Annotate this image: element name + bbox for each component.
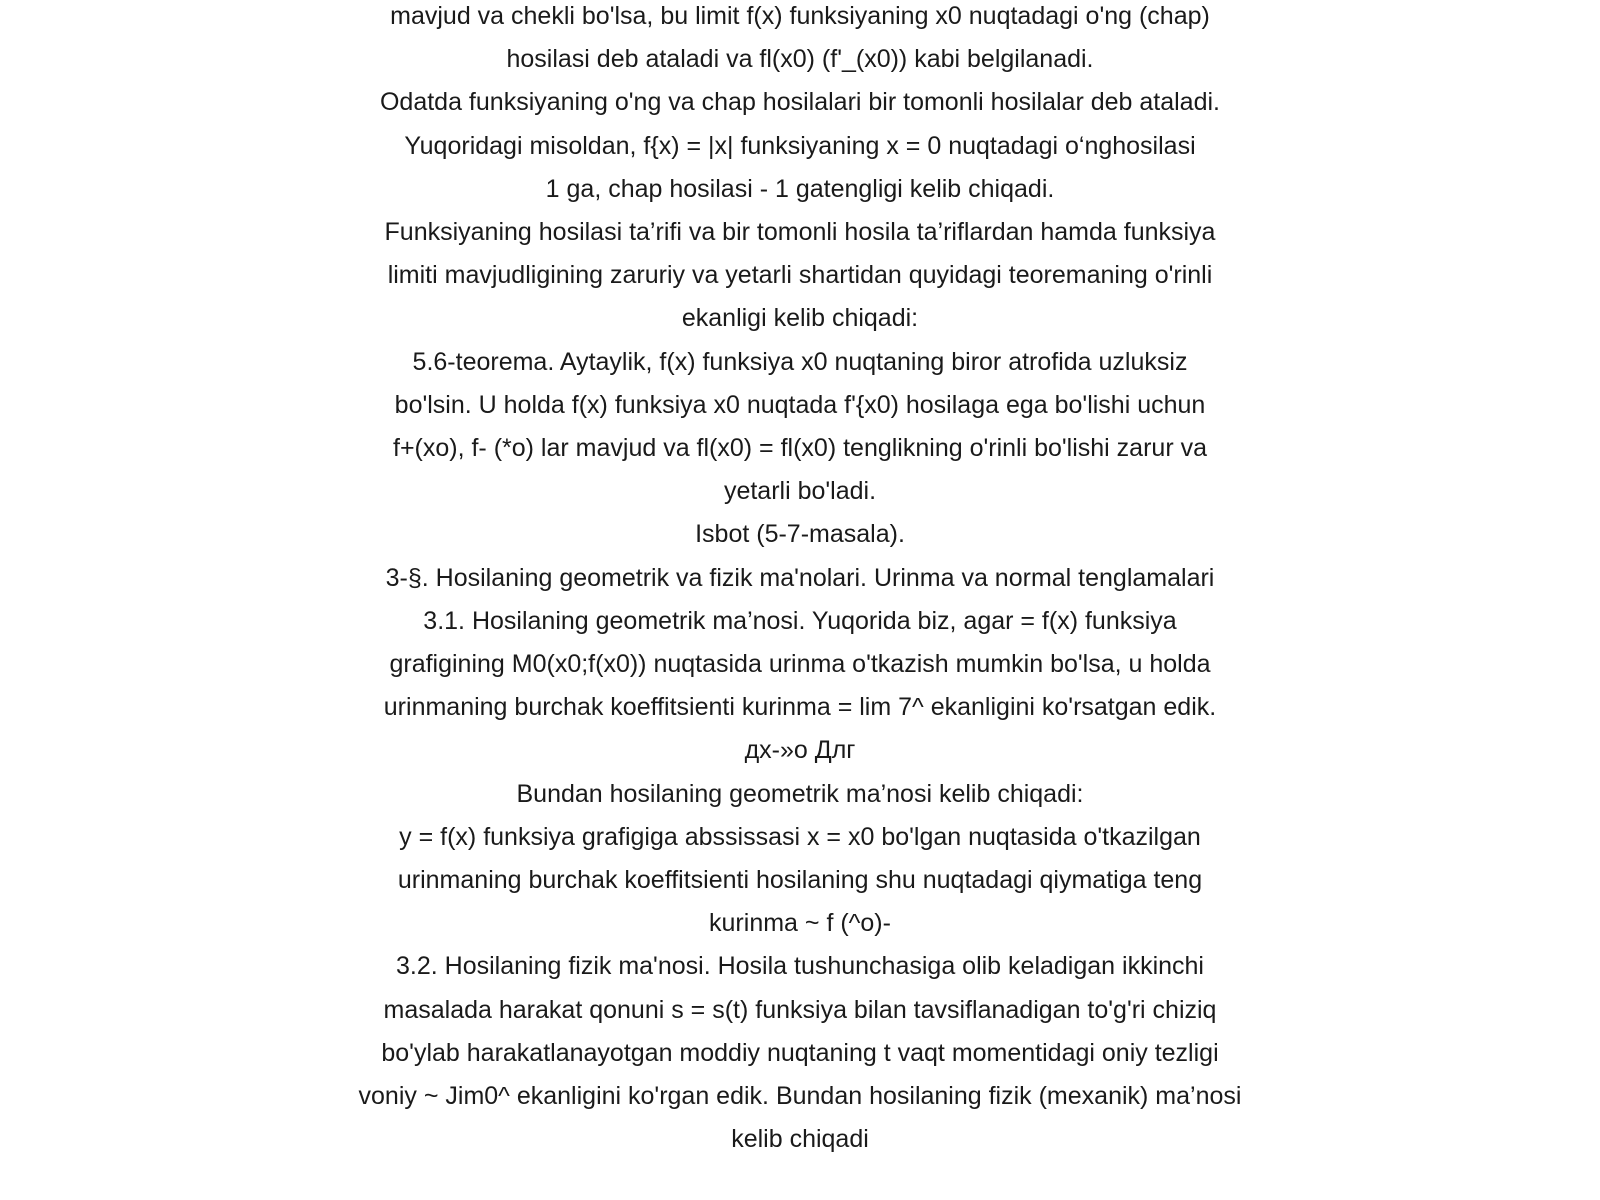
text-line: limiti mavjudligining zaruriy va yetarli shartidan quyidagi teoremaning o'rinli <box>387 261 1213 290</box>
text-line: yetarli bo'ladi. <box>723 477 877 506</box>
text-line: f+(xo), f- (*o) lar mavjud va fl(x0) = fl(x0) tenglikning o'rinli bo'lishi zarur va <box>393 434 1207 463</box>
subsection-line: 3.2. Hosilaning fizik ma'nosi. Hosila tushunchasiga olib keladigan ikkinchi <box>396 952 1204 981</box>
text-line: Yuqoridagi misoldan, f{x) = |x| funksiyaning x = 0 nuqtadagi o‘nghosilasi <box>404 131 1196 160</box>
text-line: grafigining M0(x0;f(x0)) nuqtasida urinma o'tkazish mumkin bo'lsa, u holda <box>389 650 1211 679</box>
text-line: bo'lsin. U holda f(x) funksiya x0 nuqtada f'{x0) hosilaga ega bo'lishi uchun <box>394 390 1206 419</box>
formula-fragment: дх-»о Длг <box>744 736 856 765</box>
text-line: kelib chiqadi <box>731 1125 869 1154</box>
proof-line: Isbot (5-7-masala). <box>695 520 905 549</box>
subsection-line: 3.1. Hosilaning geometrik ma’nosi. Yuqorida biz, agar = f(x) funksiya <box>423 606 1177 635</box>
document-text <box>300 0 1300 1161</box>
text-line: Bundan hosilaning geometrik ma’nosi kelib chiqadi: <box>516 779 1084 808</box>
text-line: Odatda funksiyaning o'ng va chap hosilalari bir tomonli hosilalar deb ataladi. <box>379 88 1220 117</box>
text-line: y = f(x) funksiya grafigiga abssissasi x = x0 bo'lgan nuqtasida o'tkazilgan <box>399 822 1201 851</box>
text-line: bo'ylab harakatlanayotgan moddiy nuqtaning t vaqt momentidagi oniy tezligi <box>381 1038 1219 1067</box>
text-line: ekanligi kelib chiqadi: <box>681 304 919 333</box>
text-line: urinmaning burchak koeffitsienti kurinma = lim 7^ ekanligini ko'rsatgan edik. <box>383 693 1217 722</box>
formula-line: kurinma ~ f (^o)- <box>709 909 891 938</box>
text-line: voniy ~ Jim0^ ekanligini ko'rgan edik. Bundan hosilaning fizik (mexanik) ma’nosi <box>358 1082 1242 1111</box>
text-line: 1 ga, chap hosilasi - 1 gatengligi kelib chiqadi. <box>545 174 1055 203</box>
text-line: hosilasi deb ataladi va fl(x0) (f'_(x0)) kabi belgilanadi. <box>506 45 1094 74</box>
text-line: mavjud va chekli bo'lsa, bu limit f(x) funksiyaning x0 nuqtadagi o'ng (chap) <box>390 2 1210 30</box>
theorem-line: 5.6-teorema. Aytaylik, f(x) funksiya x0 nuqtaning biror atrofida uzluksiz <box>412 347 1188 376</box>
text-line: urinmaning burchak koeffitsienti hosilaning shu nuqtadagi qiymatiga teng <box>397 866 1203 895</box>
section-heading: 3-§. Hosilaning geometrik va fizik ma'nolari. Urinma va normal tenglamalari <box>385 563 1215 592</box>
text-line: Funksiyaning hosilasi ta’rifi va bir tomonli hosila ta’riflardan hamda funksiya <box>384 218 1216 247</box>
text-line: masalada harakat qonuni s = s(t) funksiya bilan tavsiflanadigan to'g'ri chiziq <box>383 995 1217 1024</box>
